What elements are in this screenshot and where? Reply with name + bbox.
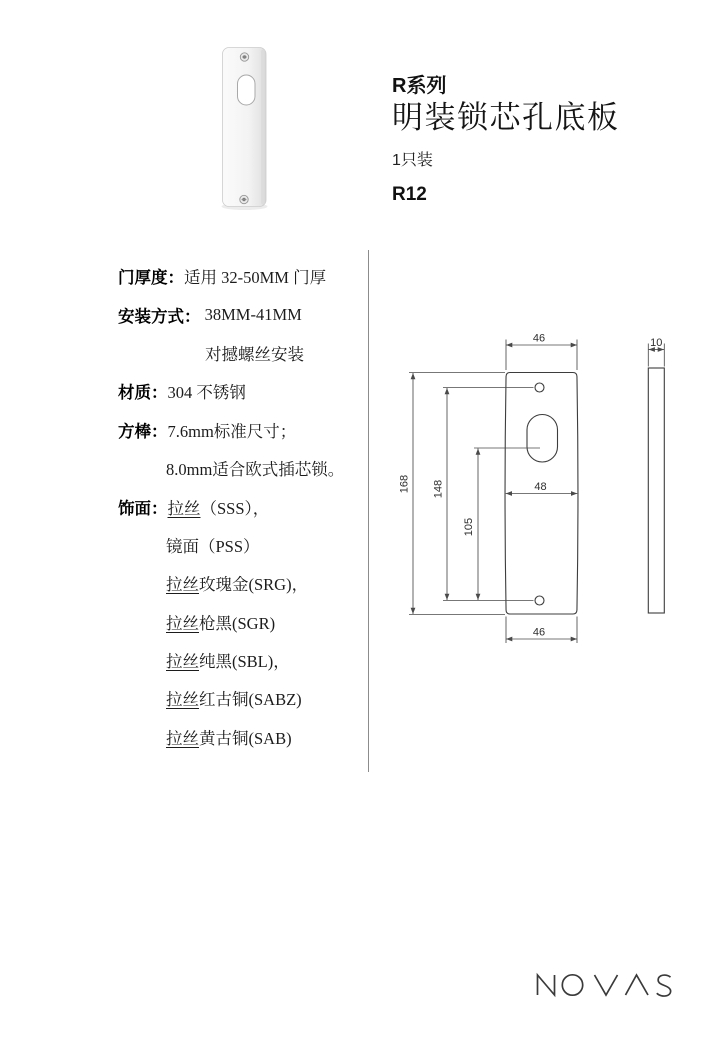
dim-hole-spacing: 148: [432, 479, 445, 499]
plate-side-edge: [261, 50, 266, 205]
screw-bottom: [240, 195, 248, 203]
spec-label: 安装方式：: [118, 307, 201, 326]
model-number: R12: [392, 184, 427, 205]
dim-top-width: 46: [532, 332, 546, 345]
spec-underlined-text: 拉丝: [166, 690, 199, 710]
screw-hole-top: [535, 383, 544, 392]
dim-total-height: 168: [398, 474, 411, 494]
product-title: 明装锁芯孔底板: [392, 100, 620, 135]
title-block: [392, 74, 692, 206]
spec-text: 红古铜(SABZ): [199, 690, 302, 710]
spec-line: [118, 718, 368, 756]
logo-letter-s: [657, 975, 671, 996]
spec-line: [118, 679, 368, 717]
pack-size: 1只装: [392, 152, 433, 169]
screw-hole-bottom: [535, 596, 544, 605]
cylinder-hole-outline: [527, 415, 558, 463]
spec-line: [118, 372, 368, 410]
logo-letter-v: [595, 975, 618, 995]
plate-front: [223, 48, 267, 207]
spec-line: [118, 487, 368, 525]
spec-text: 304 不锈钢: [167, 383, 246, 403]
logo-letter-n: [538, 975, 555, 995]
spec-line: [118, 526, 368, 564]
spec-line: [118, 334, 368, 372]
side-view-outline: [648, 368, 664, 613]
cylinder-hole: [238, 75, 256, 105]
spec-label: 饰面：: [118, 499, 168, 518]
dim-thickness: 10: [650, 337, 663, 349]
spec-text: 枪黑(SGR): [199, 613, 276, 633]
spec-line: [118, 564, 368, 602]
spec-line: [118, 449, 368, 487]
spec-label: 方棒：: [118, 422, 168, 441]
spec-underlined-text: 拉丝: [166, 613, 199, 633]
spec-text: 黄古铜(SAB): [199, 728, 292, 748]
spec-line: [118, 295, 368, 333]
spec-line: [118, 603, 368, 641]
spec-line: [118, 641, 368, 679]
spec-underlined-text: 拉丝: [166, 575, 199, 595]
spec-text: （SSS），: [200, 498, 270, 518]
spec-line: [118, 411, 368, 449]
spec-text: 镜面（PSS）: [166, 536, 260, 556]
novas-logo: [530, 968, 680, 1002]
dim-cylinder-to-hole: 105: [463, 517, 475, 537]
product-photo: [200, 36, 290, 216]
spec-label: 材质：: [118, 384, 168, 403]
spec-text: 纯黑(SBL)，: [199, 652, 290, 672]
logo-letter-a: [626, 975, 649, 995]
series-title: R系列: [392, 75, 447, 97]
technical-drawing: [393, 325, 693, 660]
spec-text: 8.0mm适合欧式插芯锁。: [166, 460, 345, 480]
spec-line: [118, 257, 368, 295]
screw-top: [240, 53, 248, 61]
dim-bottom-width: 46: [532, 626, 546, 639]
spec-underlined-text: 拉丝: [167, 498, 201, 518]
logo-letter-o: [562, 975, 582, 995]
spec-underlined-text: 拉丝: [166, 652, 199, 672]
spec-label: 门厚度：: [118, 269, 184, 288]
spec-underlined-text: 拉丝: [166, 728, 199, 748]
spec-text: 适用 32-50MM 门厚: [184, 268, 327, 288]
spec-text: 对撼螺丝安装: [205, 344, 304, 364]
spec-text: 7.6mm标准尺寸；: [167, 421, 297, 441]
dim-mid-width: 48: [534, 481, 547, 493]
divider: [368, 250, 369, 772]
spec-list: [118, 257, 368, 756]
spec-text: 38MM-41MM: [200, 304, 302, 324]
spec-text: 玫瑰金(SRG)，: [199, 575, 309, 595]
